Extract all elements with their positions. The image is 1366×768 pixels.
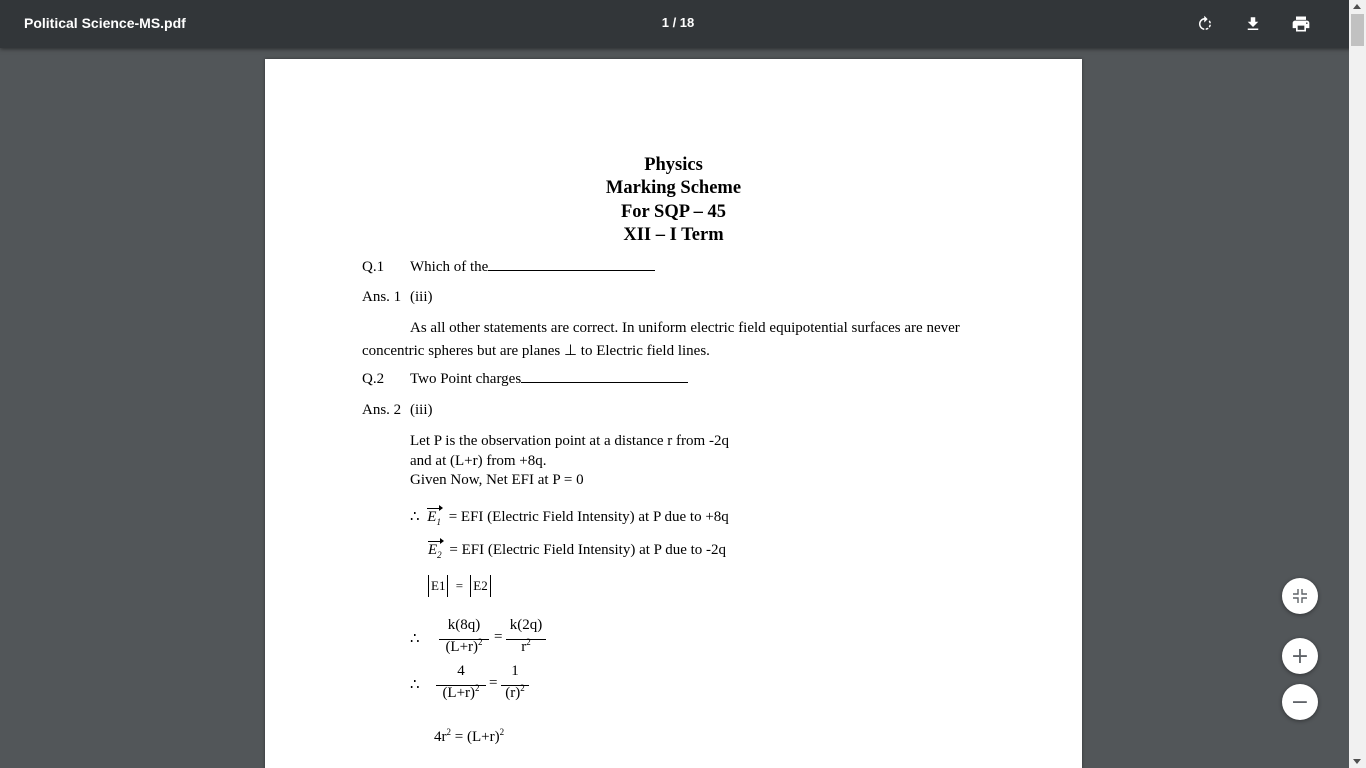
fraction-1: [439, 617, 489, 656]
fraction-1-bar: [439, 639, 489, 640]
q2-blank: [521, 381, 688, 383]
q1-text: [410, 259, 655, 276]
doc-heading-sqp: For SQP – 45: [620, 202, 726, 222]
q1-number: Q.1: [362, 259, 385, 275]
pdf-viewer[interactable]: [0, 48, 1349, 768]
pdf-page: [265, 59, 1082, 768]
fraction-4-den-text: (r): [505, 685, 521, 701]
final-lhs: 4r: [434, 729, 447, 745]
e2-subscript: 2: [437, 550, 442, 560]
q1-blank: [488, 269, 655, 271]
fraction-3-bar: [436, 685, 486, 686]
fraction-4-den-exp: 2: [520, 683, 525, 693]
magnitude-equation: [428, 575, 491, 597]
ans1-explanation-line1: As all other statements are correct. In uniform electric field equipotential surfaces are never: [410, 320, 960, 336]
print-icon: [1291, 14, 1311, 34]
e2-symbol: E: [428, 542, 438, 558]
mag-equals: =: [455, 578, 464, 593]
fraction-3-numerator: 4: [457, 663, 465, 679]
print-button[interactable]: [1285, 8, 1317, 40]
q2-text: [410, 371, 688, 388]
equals-1: =: [494, 629, 503, 645]
fraction-3-den-exp: 2: [475, 683, 480, 693]
ans2-label: Ans. 2: [362, 402, 402, 418]
therefore-symbol-2: ∴: [410, 631, 420, 647]
rotate-button[interactable]: [1189, 8, 1221, 40]
e1-vector: [427, 509, 441, 527]
fraction-2: [506, 617, 546, 656]
e1-def-text: = EFI (Electric Field Intensity) at P due to +8q: [448, 509, 729, 525]
therefore-symbol-1: ∴: [410, 509, 420, 525]
e2-vector: [428, 542, 442, 560]
final-lhs-exp: 2: [446, 727, 451, 737]
mag-e2: E2: [470, 575, 490, 597]
zoom-out-button[interactable]: −: [1282, 684, 1318, 720]
doc-heading-subject: Physics: [644, 155, 703, 175]
file-title: Political Science-MS.pdf: [24, 15, 186, 31]
fraction-2-bar: [506, 639, 546, 640]
fraction-1-den-exp: 2: [478, 637, 483, 647]
equals-2: =: [489, 675, 498, 691]
e2-def-text: = EFI (Electric Field Intensity) at P due to -2q: [449, 542, 727, 558]
ans1-label: Ans. 1: [362, 289, 402, 305]
ans1-choice: (iii): [410, 289, 433, 305]
final-equation: [434, 727, 504, 746]
fraction-2-den-exp: 2: [526, 637, 531, 647]
final-rhs: = (L+r): [454, 729, 500, 745]
scrollbar-thumb[interactable]: [1351, 14, 1364, 46]
doc-heading-term: XII – I Term: [623, 225, 724, 245]
scroll-up-arrow-icon[interactable]: [1353, 4, 1361, 9]
zoom-in-button[interactable]: +: [1282, 638, 1318, 674]
page-indicator: 1 / 18: [661, 15, 695, 30]
e1-symbol: E: [427, 509, 437, 525]
doc-heading-scheme: Marking Scheme: [605, 178, 742, 198]
mag-e1: E1: [428, 575, 448, 597]
q2-text-label: Two Point charges: [410, 371, 522, 387]
download-button[interactable]: [1237, 8, 1269, 40]
e1-definition: [410, 507, 729, 527]
final-rhs-exp: 2: [499, 727, 505, 737]
download-icon: [1244, 15, 1262, 33]
fraction-4: [501, 663, 529, 702]
fraction-1-den-text: (L+r): [445, 639, 479, 655]
fraction-1-numerator: k(8q): [447, 617, 481, 633]
ans2-line2: and at (L+r) from +8q.: [410, 453, 547, 469]
ans2-choice: (iii): [410, 402, 433, 418]
fit-to-page-icon: [1292, 588, 1308, 604]
fraction-4-numerator: 1: [511, 663, 519, 679]
fraction-4-bar: [501, 685, 529, 686]
ans2-line1: Let P is the observation point at a distance r from -2q: [410, 433, 729, 449]
scroll-down-arrow-icon[interactable]: [1353, 759, 1361, 764]
vertical-scrollbar[interactable]: [1349, 0, 1366, 768]
fraction-3-den-text: (L+r): [442, 685, 476, 701]
e2-definition: [428, 542, 726, 560]
fraction-2-numerator: k(2q): [509, 617, 543, 633]
fraction-3: [436, 663, 486, 702]
pdf-toolbar: [0, 0, 1366, 48]
therefore-symbol-3: ∴: [410, 677, 420, 693]
q2-number: Q.2: [362, 371, 385, 387]
e1-subscript: 1: [436, 517, 441, 527]
rotate-icon: [1196, 15, 1214, 33]
fit-to-page-button[interactable]: [1282, 578, 1318, 614]
fraction-2-den-text: r: [521, 639, 527, 655]
ans1-explanation-line2: concentric spheres but are planes ⊥ to Electric field lines.: [362, 343, 710, 359]
q1-text-label: Which of the: [410, 259, 489, 275]
ans2-line3: Given Now, Net EFI at P = 0: [410, 472, 584, 488]
